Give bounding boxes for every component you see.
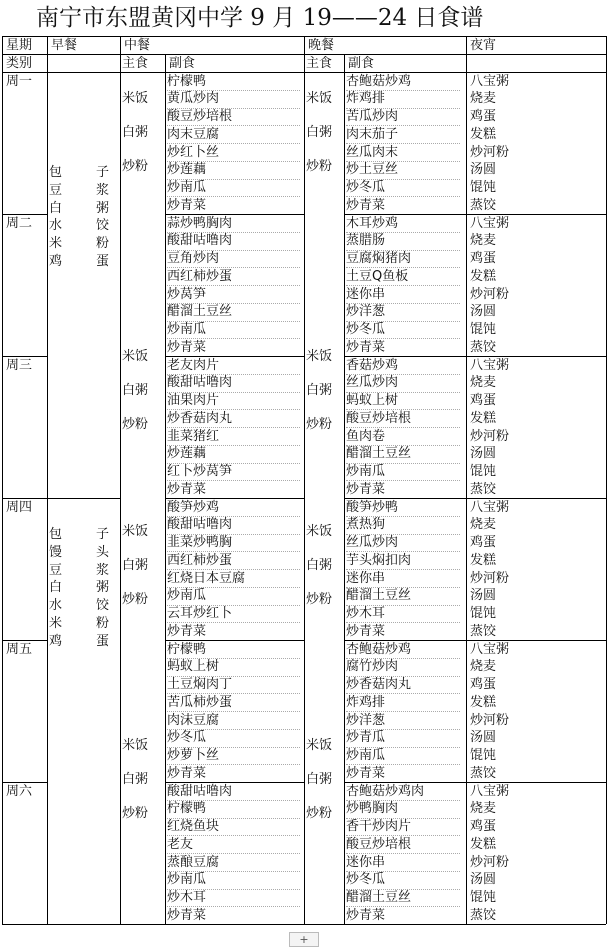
breakfast-item: 饺 — [96, 218, 110, 234]
menu-item-lunch: 柠檬鸭 — [167, 801, 207, 817]
staple-lunch: 炒粉 — [122, 159, 149, 174]
breakfast-item: 子 — [96, 165, 110, 180]
grid-line — [47, 498, 120, 499]
menu-item-lunch: 炒南瓜 — [167, 322, 207, 337]
menu-item-dinner: 煮热狗 — [346, 517, 386, 533]
weekday-label: 周二 — [6, 216, 33, 231]
menu-item-night: 鸡蛋 — [470, 109, 497, 124]
menu-item-lunch: 红卜炒莴笋 — [167, 464, 233, 479]
menu-item-night: 炒河粉 — [470, 712, 510, 728]
breakfast-item: 米 — [49, 615, 63, 631]
grid-line — [2, 36, 3, 924]
menu-item-night: 烧麦 — [470, 375, 497, 391]
menu-item-night: 炒河粉 — [470, 144, 510, 160]
add-sheet-button[interactable]: + — [289, 932, 319, 947]
menu-item-night: 八宝粥 — [470, 73, 510, 89]
menu-item-dinner: 炒青菜 — [346, 907, 386, 923]
menu-item-lunch: 酸甜咕噜肉 — [167, 517, 233, 533]
menu-item-night: 八宝粥 — [470, 641, 510, 657]
staple-dinner: 米饭 — [306, 349, 333, 364]
menu-item-lunch: 蒸酿豆腐 — [167, 854, 220, 870]
menu-item-lunch: 肉末豆腐 — [167, 126, 220, 142]
weekday-label: 周五 — [6, 642, 33, 657]
staple-dinner: 米饭 — [306, 738, 333, 753]
header-dinner-staple: 主食 — [306, 56, 333, 71]
grid-line — [2, 54, 606, 55]
staple-lunch: 炒粉 — [122, 592, 149, 607]
menu-item-night: 汤圆 — [470, 588, 497, 604]
menu-item-lunch: 柠檬鸭 — [167, 73, 207, 89]
menu-item-lunch: 韭菜猪红 — [167, 428, 220, 444]
menu-item-lunch: 苦瓜柿炒蛋 — [167, 694, 233, 710]
staple-dinner: 白粥 — [306, 383, 333, 398]
grid-line — [2, 72, 606, 73]
menu-item-night: 鸡蛋 — [470, 393, 497, 408]
menu-item-lunch: 炒香菇肉丸 — [167, 410, 233, 426]
staple-dinner: 炒粉 — [306, 417, 333, 432]
menu-item-lunch: 炒南瓜 — [167, 180, 207, 195]
menu-item-lunch: 西红柿炒蛋 — [167, 552, 233, 568]
menu-item-dinner: 丝瓜炒肉 — [346, 535, 399, 550]
staple-lunch: 米饭 — [122, 91, 149, 106]
staple-lunch: 炒粉 — [122, 806, 149, 821]
staple-dinner: 炒粉 — [306, 592, 333, 607]
menu-item-night: 炒河粉 — [470, 428, 510, 444]
menu-item-night: 八宝粥 — [470, 215, 510, 231]
menu-item-night: 馄饨 — [470, 464, 497, 479]
staple-dinner: 米饭 — [306, 91, 333, 106]
menu-item-night: 发糕 — [470, 410, 497, 426]
menu-item-dinner: 肉末茄子 — [346, 126, 399, 142]
breakfast-item: 头 — [96, 544, 110, 560]
header-category: 类别 — [6, 56, 33, 71]
menu-item-lunch: 炒冬瓜 — [167, 730, 207, 746]
staple-lunch: 米饭 — [122, 738, 149, 753]
staple-lunch: 白粥 — [122, 772, 149, 787]
breakfast-item: 鸡 — [49, 633, 63, 649]
breakfast-item: 白 — [49, 200, 63, 216]
menu-item-night: 鸡蛋 — [470, 819, 497, 834]
menu-item-dinner: 杏鲍菇炒鸡 — [346, 73, 412, 89]
breakfast-item: 米 — [49, 236, 63, 251]
menu-item-lunch: 炒萝卜丝 — [167, 748, 220, 763]
menu-item-night: 鸡蛋 — [470, 677, 497, 692]
menu-item-dinner: 杏鲍菇炒鸡肉 — [346, 783, 425, 799]
weekday-label: 周四 — [6, 500, 33, 515]
menu-item-dinner: 迷你串 — [346, 570, 386, 586]
menu-item-dinner: 炒青瓜 — [346, 730, 386, 746]
menu-item-lunch: 炒南瓜 — [167, 588, 207, 604]
grid-line — [165, 54, 166, 924]
menu-item-dinner: 炒冬瓜 — [346, 180, 386, 195]
weekday-label: 周三 — [6, 358, 33, 373]
menu-item-lunch: 炒青菜 — [167, 765, 207, 781]
menu-item-dinner: 炒冬瓜 — [346, 872, 386, 888]
menu-item-dinner: 炒香菇肉丸 — [346, 677, 412, 692]
menu-item-night: 馄饨 — [470, 180, 497, 195]
breakfast-item: 粥 — [96, 200, 110, 216]
staple-dinner: 白粥 — [306, 772, 333, 787]
weekday-label: 周六 — [6, 784, 33, 799]
menu-item-dinner: 炸鸡排 — [346, 694, 386, 710]
grid-line — [466, 36, 467, 924]
menu-item-dinner: 腐竹炒肉 — [346, 659, 399, 675]
menu-item-night: 蒸饺 — [470, 907, 497, 923]
menu-item-night: 蒸饺 — [470, 339, 497, 355]
menu-item-lunch: 土豆焖肉丁 — [167, 677, 233, 692]
menu-item-night: 发糕 — [470, 126, 497, 142]
menu-item-night: 蒸饺 — [470, 623, 497, 639]
menu-item-dinner: 炒洋葱 — [346, 712, 386, 728]
menu-item-lunch: 炒青菜 — [167, 907, 207, 923]
header-lunch: 中餐 — [124, 38, 151, 53]
menu-item-lunch: 炒青菜 — [167, 623, 207, 639]
menu-item-night: 发糕 — [470, 268, 497, 284]
menu-item-night: 炒河粉 — [470, 570, 510, 586]
menu-item-dinner: 炒土豆丝 — [346, 162, 399, 178]
menu-item-lunch: 肉沫豆腐 — [167, 712, 220, 728]
menu-item-night: 烧麦 — [470, 801, 497, 817]
menu-item-lunch: 西红柿炒蛋 — [167, 268, 233, 284]
grid-line — [304, 36, 305, 924]
menu-item-night: 汤圆 — [470, 446, 497, 462]
menu-item-lunch: 蚂蚁上树 — [167, 659, 220, 675]
menu-item-lunch: 炒莲藕 — [167, 162, 207, 178]
header-weekday: 星期 — [6, 38, 33, 53]
menu-item-dinner: 醋溜土豆丝 — [346, 890, 412, 905]
menu-item-lunch: 酸豆炒培根 — [167, 109, 233, 124]
menu-item-lunch: 炒南瓜 — [167, 872, 207, 888]
breakfast-item: 白 — [49, 580, 63, 596]
breakfast-item: 水 — [49, 598, 63, 613]
menu-item-night: 烧麦 — [470, 233, 497, 249]
menu-item-dinner: 醋溜土豆丝 — [346, 588, 412, 604]
menu-item-dinner: 蒸腊肠 — [346, 233, 386, 249]
breakfast-item: 粥 — [96, 580, 110, 596]
staple-dinner: 炒粉 — [306, 806, 333, 821]
menu-item-lunch: 酸甜咕噜肉 — [167, 233, 233, 249]
menu-item-lunch: 蒜炒鸭胸肉 — [167, 215, 233, 231]
menu-item-night: 八宝粥 — [470, 499, 510, 515]
menu-item-dinner: 苦瓜炒肉 — [346, 109, 399, 124]
menu-item-dinner: 醋溜土豆丝 — [346, 446, 412, 462]
menu-item-lunch: 红烧鱼块 — [167, 819, 220, 834]
menu-item-dinner: 香干炒肉片 — [346, 819, 412, 834]
breakfast-item: 馒 — [49, 544, 63, 560]
menu-item-lunch: 炒青菜 — [167, 339, 207, 355]
menu-item-lunch: 柠檬鸭 — [167, 641, 207, 657]
staple-lunch: 白粥 — [122, 125, 149, 140]
menu-item-night: 发糕 — [470, 694, 497, 710]
menu-item-dinner: 丝瓜炒肉 — [346, 375, 399, 391]
menu-item-night: 汤圆 — [470, 304, 497, 320]
menu-item-lunch: 老友肉片 — [167, 357, 220, 373]
menu-item-lunch: 酸甜咕噜肉 — [167, 375, 233, 391]
menu-item-dinner: 木耳炒鸡 — [346, 215, 399, 231]
staple-lunch: 炒粉 — [122, 417, 149, 432]
menu-item-lunch: 黄瓜炒肉 — [167, 91, 220, 107]
breakfast-item: 水 — [49, 218, 63, 234]
menu-item-lunch: 炒木耳 — [167, 890, 207, 905]
menu-item-dinner: 炒木耳 — [346, 606, 386, 621]
menu-item-lunch: 炒红卜丝 — [167, 144, 220, 160]
menu-item-night: 馄饨 — [470, 322, 497, 337]
menu-item-dinner: 迷你串 — [346, 286, 386, 302]
menu-item-lunch: 炒青菜 — [167, 481, 207, 497]
breakfast-item: 蛋 — [96, 253, 110, 269]
breakfast-item: 包 — [49, 165, 63, 180]
menu-item-dinner: 炒鸭胸肉 — [346, 801, 399, 817]
menu-item-dinner: 酸笋炒鸭 — [346, 499, 399, 515]
staple-dinner: 白粥 — [306, 125, 333, 140]
menu-item-dinner: 炒冬瓜 — [346, 322, 386, 337]
menu-item-dinner: 鱼肉卷 — [346, 428, 386, 444]
menu-item-lunch: 豆角炒肉 — [167, 251, 220, 266]
staple-lunch: 米饭 — [122, 524, 149, 539]
menu-item-lunch: 炒莲藕 — [167, 446, 207, 462]
menu-item-dinner: 丝瓜肉末 — [346, 144, 399, 160]
grid-line — [120, 36, 121, 924]
staple-dinner: 白粥 — [306, 558, 333, 573]
grid-line — [606, 36, 607, 924]
menu-item-dinner: 豆腐焖猪肉 — [346, 251, 412, 266]
page-title: 南宁市东盟黄冈中学 9 月 19——24 日食谱 — [36, 5, 484, 31]
staple-lunch: 白粥 — [122, 383, 149, 398]
header-dinner-side: 副食 — [348, 56, 375, 71]
menu-item-dinner: 土豆Q鱼板 — [346, 268, 409, 284]
menu-item-dinner: 杏鲍菇炒鸡 — [346, 641, 412, 657]
menu-item-lunch: 醋溜土豆丝 — [167, 304, 233, 320]
header-dinner: 晚餐 — [308, 38, 335, 53]
menu-item-dinner: 酸豆炒培根 — [346, 836, 412, 852]
menu-item-lunch: 红烧日本豆腐 — [167, 570, 246, 586]
header-lunch-staple: 主食 — [122, 56, 149, 71]
grid-line — [344, 54, 345, 924]
menu-item-lunch: 油果肉片 — [167, 393, 220, 408]
breakfast-item: 子 — [96, 527, 110, 542]
staple-dinner: 米饭 — [306, 524, 333, 539]
menu-item-dinner: 炒青菜 — [346, 339, 386, 355]
menu-item-lunch: 炒莴笋 — [167, 286, 207, 302]
menu-item-dinner: 炒青菜 — [346, 623, 386, 639]
staple-lunch: 米饭 — [122, 349, 149, 364]
breakfast-item: 豆 — [49, 182, 63, 198]
menu-item-night: 八宝粥 — [470, 357, 510, 373]
staple-lunch: 白粥 — [122, 558, 149, 573]
menu-item-night: 蒸饺 — [470, 765, 497, 781]
header-breakfast: 早餐 — [51, 38, 78, 53]
menu-item-lunch: 炒青菜 — [167, 197, 207, 213]
menu-item-dinner: 炒南瓜 — [346, 464, 386, 479]
menu-item-dinner: 芋头焖扣肉 — [346, 552, 412, 568]
breakfast-item: 粉 — [96, 615, 110, 631]
menu-item-dinner: 炒洋葱 — [346, 304, 386, 320]
menu-item-dinner: 炒青菜 — [346, 765, 386, 781]
grid-line — [47, 36, 48, 924]
menu-item-night: 汤圆 — [470, 730, 497, 746]
breakfast-item: 蛋 — [96, 633, 110, 649]
menu-item-night: 蒸饺 — [470, 197, 497, 213]
breakfast-item: 粉 — [96, 236, 110, 251]
menu-item-night: 八宝粥 — [470, 783, 510, 799]
grid-line — [2, 924, 606, 925]
menu-item-dinner: 酸豆炒培根 — [346, 410, 412, 426]
breakfast-item: 浆 — [96, 562, 110, 578]
menu-item-dinner: 炒青菜 — [346, 197, 386, 213]
menu-item-night: 炒河粉 — [470, 286, 510, 302]
menu-item-night: 烧麦 — [470, 91, 497, 107]
menu-item-night: 馄饨 — [470, 606, 497, 621]
menu-item-night: 馄饨 — [470, 748, 497, 763]
weekday-label: 周一 — [6, 74, 33, 89]
breakfast-item: 浆 — [96, 182, 110, 198]
header-night: 夜宵 — [470, 38, 497, 53]
menu-item-night: 鸡蛋 — [470, 251, 497, 266]
menu-item-lunch: 韭菜炒鸭胸 — [167, 535, 233, 550]
menu-item-night: 发糕 — [470, 836, 497, 852]
breakfast-item: 鸡 — [49, 253, 63, 269]
menu-item-dinner: 炸鸡排 — [346, 91, 386, 107]
menu-item-lunch: 酸甜咕噜肉 — [167, 783, 233, 799]
menu-item-lunch: 老友 — [167, 836, 194, 852]
menu-item-night: 汤圆 — [470, 162, 497, 178]
breakfast-item: 饺 — [96, 598, 110, 613]
menu-item-night: 鸡蛋 — [470, 535, 497, 550]
menu-item-night: 馄饨 — [470, 890, 497, 905]
menu-item-dinner: 香菇炒鸡 — [346, 357, 399, 373]
menu-item-night: 炒河粉 — [470, 854, 510, 870]
staple-dinner: 炒粉 — [306, 159, 333, 174]
menu-item-lunch: 酸笋炒鸡 — [167, 499, 220, 515]
menu-item-night: 烧麦 — [470, 659, 497, 675]
menu-item-night: 蒸饺 — [470, 481, 497, 497]
menu-item-night: 发糕 — [470, 552, 497, 568]
menu-item-dinner: 蚂蚁上树 — [346, 393, 399, 408]
breakfast-item: 豆 — [49, 562, 63, 578]
menu-item-lunch: 云耳炒红卜 — [167, 606, 233, 621]
breakfast-item: 包 — [49, 527, 63, 542]
menu-item-dinner: 炒南瓜 — [346, 748, 386, 763]
menu-item-dinner: 迷你串 — [346, 854, 386, 870]
menu-item-night: 烧麦 — [470, 517, 497, 533]
menu-item-dinner: 炒青菜 — [346, 481, 386, 497]
menu-item-night: 汤圆 — [470, 872, 497, 888]
header-lunch-side: 副食 — [169, 56, 196, 71]
